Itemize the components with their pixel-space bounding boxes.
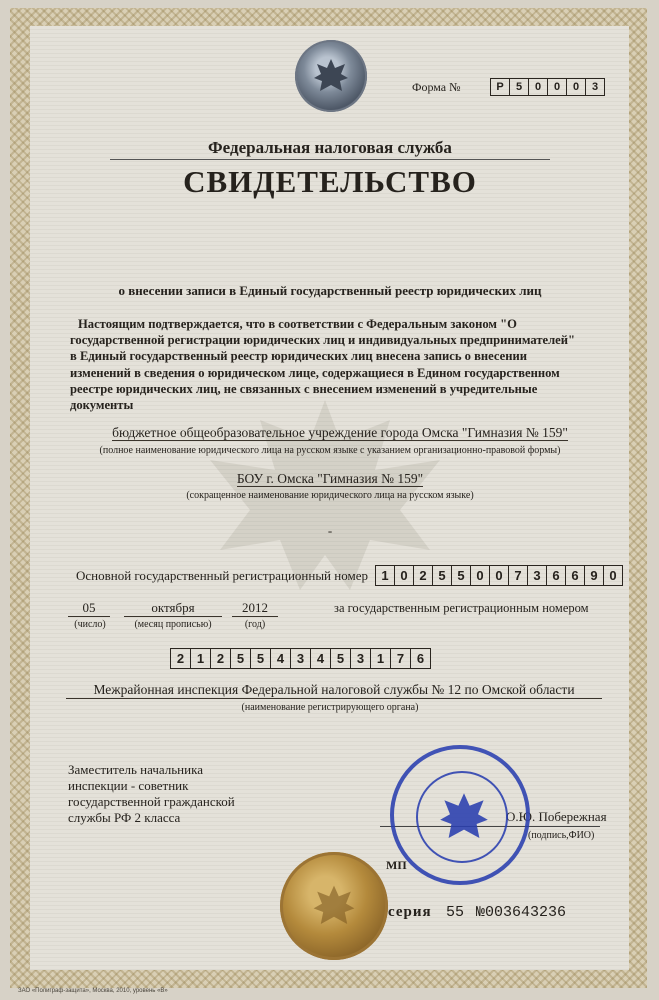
- ogrn-digit: 0: [471, 566, 490, 585]
- authority-caption: (наименование регистрирующего органа): [241, 702, 419, 713]
- ogrn-digit: 2: [414, 566, 433, 585]
- ogrn-digit: 5: [452, 566, 471, 585]
- form-code-digit: 3: [591, 81, 599, 93]
- date-year-caption: (год): [244, 619, 266, 630]
- full-name-caption: (полное наименование юридического лица на русском языке с указанием организационно-правовой формы): [99, 445, 561, 456]
- grn-digit: 3: [351, 649, 371, 668]
- grn-boxes: [170, 648, 431, 669]
- form-code-digit: Р: [491, 79, 510, 95]
- signer-position: [68, 762, 235, 826]
- date-day: 05: [68, 600, 110, 617]
- date-month-caption: (месяц прописью): [134, 619, 212, 630]
- date-day-caption: (число): [74, 619, 106, 630]
- ogrn-boxes: [375, 565, 623, 586]
- form-code-boxes: [490, 78, 605, 96]
- short-name-value: БОУ г. Омска "Гимназия № 159": [236, 471, 424, 486]
- grn-digit: 3: [291, 649, 311, 668]
- registering-authority: Межрайонная инспекция Федеральной налоговой службы № 12 по Омской области: [66, 682, 602, 699]
- certificate-number: №003643236: [476, 904, 567, 921]
- grn-digit: 5: [331, 649, 351, 668]
- seal-eagle-icon: [310, 882, 358, 930]
- full-name-field: [80, 425, 600, 441]
- grn-digit: 4: [271, 649, 291, 668]
- form-code-digit: 5: [510, 79, 529, 95]
- ogrn-digit: 1: [376, 566, 395, 585]
- signer-position-line: службы РФ 2 класса: [68, 810, 181, 825]
- grn-digit: 1: [371, 649, 391, 668]
- ogrn-digit: 9: [585, 566, 604, 585]
- signer-name: О.Ю. Побережная: [506, 809, 607, 824]
- intro-line: реестре юридических лиц, не связанных с внесением изменений в учредительные: [70, 381, 538, 396]
- short-name-field: [180, 471, 480, 487]
- ogrn-digit: 0: [490, 566, 509, 585]
- signer-position-line: инспекции - советник: [68, 778, 189, 793]
- intro-line: документы: [70, 398, 134, 413]
- intro-line: изменений в сведения о юридическом лице, содержащиеся в Едином государственном: [70, 365, 560, 380]
- grn-digit: 5: [231, 649, 251, 668]
- grn-digit: 7: [391, 649, 411, 668]
- ogrn-digit: 7: [509, 566, 528, 585]
- document-title: СВИДЕТЕЛЬСТВО: [183, 164, 477, 199]
- grn-digit: 2: [171, 649, 191, 668]
- eagle-emblem-icon: [311, 56, 351, 96]
- ogrn-digit: 0: [395, 566, 414, 585]
- grn-digit: 2: [211, 649, 231, 668]
- date-month: октября: [124, 600, 222, 617]
- divider: [110, 159, 550, 160]
- grn-digit: 6: [416, 651, 425, 666]
- form-code-digit: 0: [529, 79, 548, 95]
- intro-line: государственной регистрации юридических лиц и индивидуальных предпринимателей": [70, 333, 576, 348]
- ogrn-digit: 0: [609, 568, 617, 583]
- intro-paragraph: [70, 316, 630, 413]
- ogrn-digit: 3: [528, 566, 547, 585]
- grn-digit: 4: [311, 649, 331, 668]
- form-label: Форма №: [412, 80, 461, 94]
- form-code-digit: 0: [567, 79, 586, 95]
- series-label: серия: [388, 904, 432, 920]
- ogrn-digit: 6: [566, 566, 585, 585]
- intro-line: в Единый государственный реестр юридических лиц внесена запись о внесении: [70, 349, 528, 364]
- signer-position-line: Заместитель начальника: [68, 762, 203, 777]
- empty-field-dash: -: [327, 523, 333, 538]
- ogrn-digit: 5: [433, 566, 452, 585]
- short-name-caption: (сокращенное наименование юридического лица на русском языке): [186, 490, 474, 501]
- ogrn-label: Основной государственный регистрационный номер: [76, 568, 368, 583]
- signer-position-line: государственной гражданской: [68, 794, 235, 809]
- intro-line: Настоящим подтверждается, что в соответствии с Федеральным законом "О: [78, 317, 517, 331]
- grn-digit: 1: [191, 649, 211, 668]
- document-subtitle: о внесении записи в Единый государственный реестр юридических лиц: [118, 283, 542, 298]
- grn-digit: 5: [251, 649, 271, 668]
- date-year: 2012: [232, 600, 278, 617]
- printer-imprint: ЗАО «Полиграф-защита», Москва, 2010, уровень «В»: [18, 988, 168, 994]
- official-stamp: [390, 745, 530, 885]
- series-value: 55: [446, 904, 465, 921]
- seal-place-label: МП: [386, 858, 407, 872]
- stamp-eagle-icon: [436, 789, 492, 845]
- agency-name: Федеральная налоговая служба: [208, 138, 452, 157]
- form-code-digit: 0: [548, 79, 567, 95]
- gold-hologram-seal: [280, 852, 388, 960]
- ogrn-digit: 6: [547, 566, 566, 585]
- signature-caption: (подпись,ФИО): [528, 830, 595, 841]
- grn-label: за государственным регистрационным номером: [334, 601, 589, 615]
- hologram-emblem: [295, 40, 367, 112]
- full-name-value: бюджетное общеобразовательное учреждение города Омска "Гимназия № 159": [112, 425, 568, 440]
